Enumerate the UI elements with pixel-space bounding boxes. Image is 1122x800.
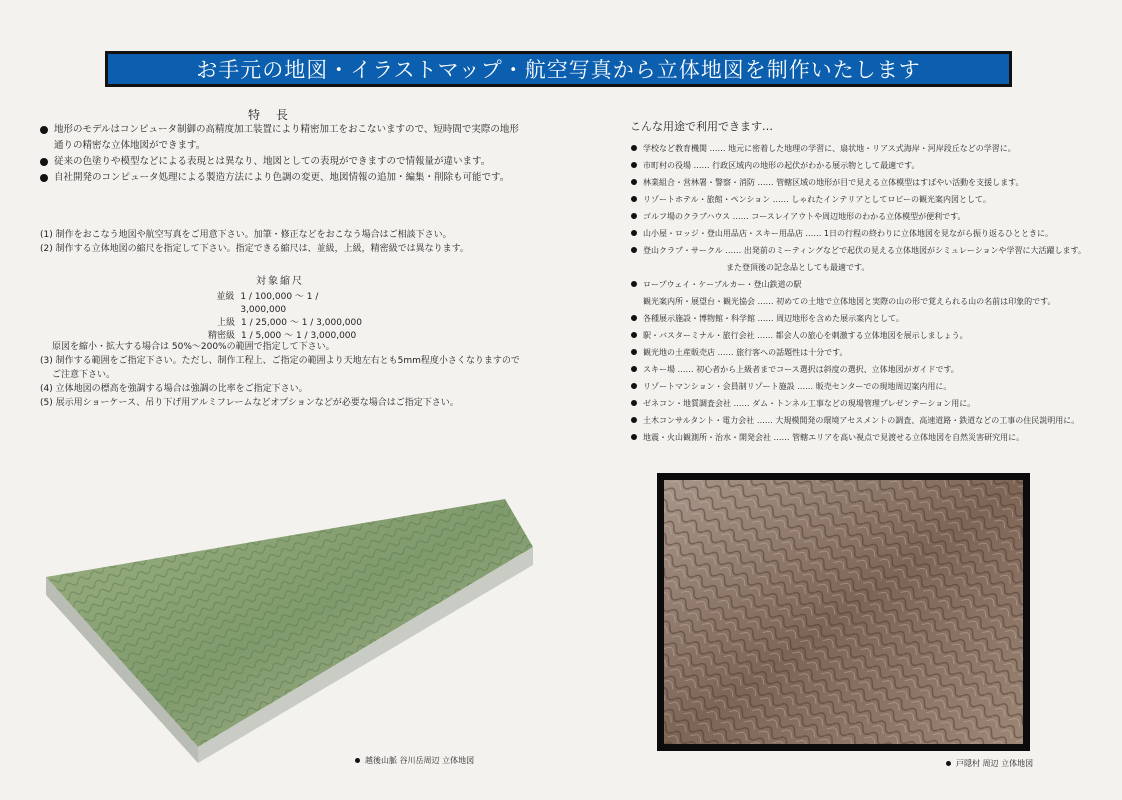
bullet-icon <box>631 179 637 185</box>
caption-left: 越後山脈 谷川岳周辺 立体地図 <box>355 755 474 766</box>
bullet-icon <box>631 230 637 236</box>
list-item: 観光案内所・展望台・観光協会 …… 初めての土地で立体地図と実際の山の形で覚えられる山の名前は印象的です。 <box>643 297 1056 306</box>
bullet-icon <box>631 247 637 253</box>
bullet-icon <box>631 196 637 202</box>
list-item: リゾートマンション・会員制リゾート施設 …… 販売センターでの現地周辺案内用に。 <box>631 378 1091 395</box>
list-item: 各種展示施設・博物館・科学館 …… 周辺地形を含めた展示案内として。 <box>631 310 1091 327</box>
features-title: 特 長 <box>248 108 294 122</box>
bullet-icon <box>631 162 637 168</box>
bullet-icon <box>631 417 637 423</box>
bullet-icon <box>631 349 637 355</box>
list-item: 市町村の役場 …… 行政区域内の地形の起伏がわかる展示物として最適です。 <box>631 157 1091 174</box>
bullet-icon <box>631 366 637 372</box>
list-item: 観光地の土産販売店 …… 旅行客への話題性は十分です。 <box>631 344 1091 361</box>
bullet-icon <box>631 281 637 287</box>
list-item: 地震・火山観測所・治水・開発会社 …… 管轄エリアを高い視点で見渡せる立体地図を自然災害研究用に。 <box>631 429 1091 446</box>
bullet-icon <box>631 400 637 406</box>
uses-list <box>631 140 1091 446</box>
list-item: 地形のモデルはコンピュータ制御の高精度加工装置により精密加工をおこないますので、短時間で実際の地形通りの精密な立体地図ができます。 <box>40 122 520 154</box>
bullet-icon <box>40 126 48 134</box>
list-item: 土木コンサルタント・電力会社 …… 大規模開発の環境アセスメントの調査、高速道路・鉄道などの工事の住民説明用に。 <box>631 412 1091 429</box>
list-item: スキー場 …… 初心者から上級者までコース選択は斜度の選択、立体地図がガイドです。 <box>631 361 1091 378</box>
caption-right: 戸隠村 周辺 立体地図 <box>946 758 1033 769</box>
bullet-icon <box>355 758 360 763</box>
uses-title: こんな用途で利用できます… <box>630 120 773 133</box>
bullet-icon <box>946 761 951 766</box>
bullet-icon <box>631 383 637 389</box>
note-item: (3) 制作する範囲をご指定下さい。ただし、制作工程上、ご指定の範囲より天地左右とも5mm程度小さくなりますので <box>40 356 520 366</box>
bullet-icon <box>631 145 637 151</box>
scale-row: 精密級 1 / 5,000 ～ 1 / 3,000,000 <box>207 331 357 341</box>
bullet-icon <box>631 434 637 440</box>
list-item: 学校など教育機関 …… 地元に密着した地理の学習に、扇状地・リアス式海岸・河岸段丘などの学習に。 <box>631 140 1091 157</box>
banner-title: お手元の地図・イラストマップ・航空写真から立体地図を制作いたします <box>196 58 921 82</box>
order-notes <box>40 228 510 256</box>
photo-frame <box>657 473 1030 751</box>
list-item: 駅・バスターミナル・旅行会社 …… 都会人の旅心を刺激する立体地図を展示しましょう。 <box>631 327 1091 344</box>
note-item: (1) 制作をおこなう地図や航空写真をご用意下さい。加筆・修正などをおこなう場合はご相談下さい。 <box>40 230 452 240</box>
list-item: ゴルフ場のクラブハウス …… コースレイアウトや周辺地形のわかる立体模型が便利です。 <box>631 208 1091 225</box>
scale-row: 上級 1 / 25,000 ～ 1 / 3,000,000 <box>216 318 362 328</box>
order-notes-continued <box>40 340 520 410</box>
list-item: 登山クラブ・サークル …… 出発前のミーティングなどで起伏の見える立体地図がシミュレーションや学習に大活躍します。 <box>631 242 1091 259</box>
terrain-model-green-image <box>38 495 548 767</box>
note-item: 原図を縮小・拡大する場合は 50%～200%の範囲で指定して下さい。 <box>52 342 335 352</box>
list-item: 林業組合・営林署・警察・消防 …… 管轄区域の地形が目で見える立体模型はすばやい活動を支援します。 <box>631 174 1091 191</box>
scale-row: 並級 1 / 100,000 ～ 1 / 3,000,000 <box>216 292 319 315</box>
list-item: リゾートホテル・旅館・ペンション …… しゃれたインテリアとしてロビーの観光案内図として。 <box>631 191 1091 208</box>
list-item: 従来の色塗りや模型などによる表現とは異なり、地図としての表現ができますので情報量が違います。 <box>40 154 520 170</box>
list-item: 山小屋・ロッジ・登山用品店・スキー用品店 …… 1日の行程の終わりに立体地図を見ながら振り返るひとときに。 <box>631 225 1091 242</box>
bullet-icon <box>40 174 48 182</box>
bullet-icon <box>631 332 637 338</box>
note-item: (5) 展示用ショーケース、吊り下げ用アルミフレームなどオプションなどが必要な場合はご指定下さい。 <box>40 398 459 408</box>
list-item: また登頂後の記念品としても最適です。 <box>726 263 870 272</box>
bullet-icon <box>631 315 637 321</box>
relief-map-image <box>657 473 1030 751</box>
list-item: ゼネコン・地質調査会社 …… ダム・トンネル工事などの現場管理プレゼンテーション用に。 <box>631 395 1091 412</box>
list-item: ロープウェイ・ケーブルカー・登山鉄道の駅 <box>631 276 1091 293</box>
bullet-icon <box>40 158 48 166</box>
note-item: ご注意下さい。 <box>52 370 116 380</box>
bullet-icon <box>631 213 637 219</box>
scale-table <box>195 272 365 343</box>
note-item: (2) 制作する立体地図の縮尺を指定して下さい。指定できる縮尺は、並級，上級，精密級では異なります。 <box>40 244 469 254</box>
note-item: (4) 立体地図の標高を強調する場合は強調の比率をご指定下さい。 <box>40 384 308 394</box>
scale-title: 対象縮尺 <box>256 276 304 287</box>
list-item: 自社開発のコンピュータ処理による製造方法により色調の変更、地図情報の追加・編集・削除も可能です。 <box>40 170 520 186</box>
page-banner <box>105 51 1012 87</box>
features-list <box>40 122 520 186</box>
